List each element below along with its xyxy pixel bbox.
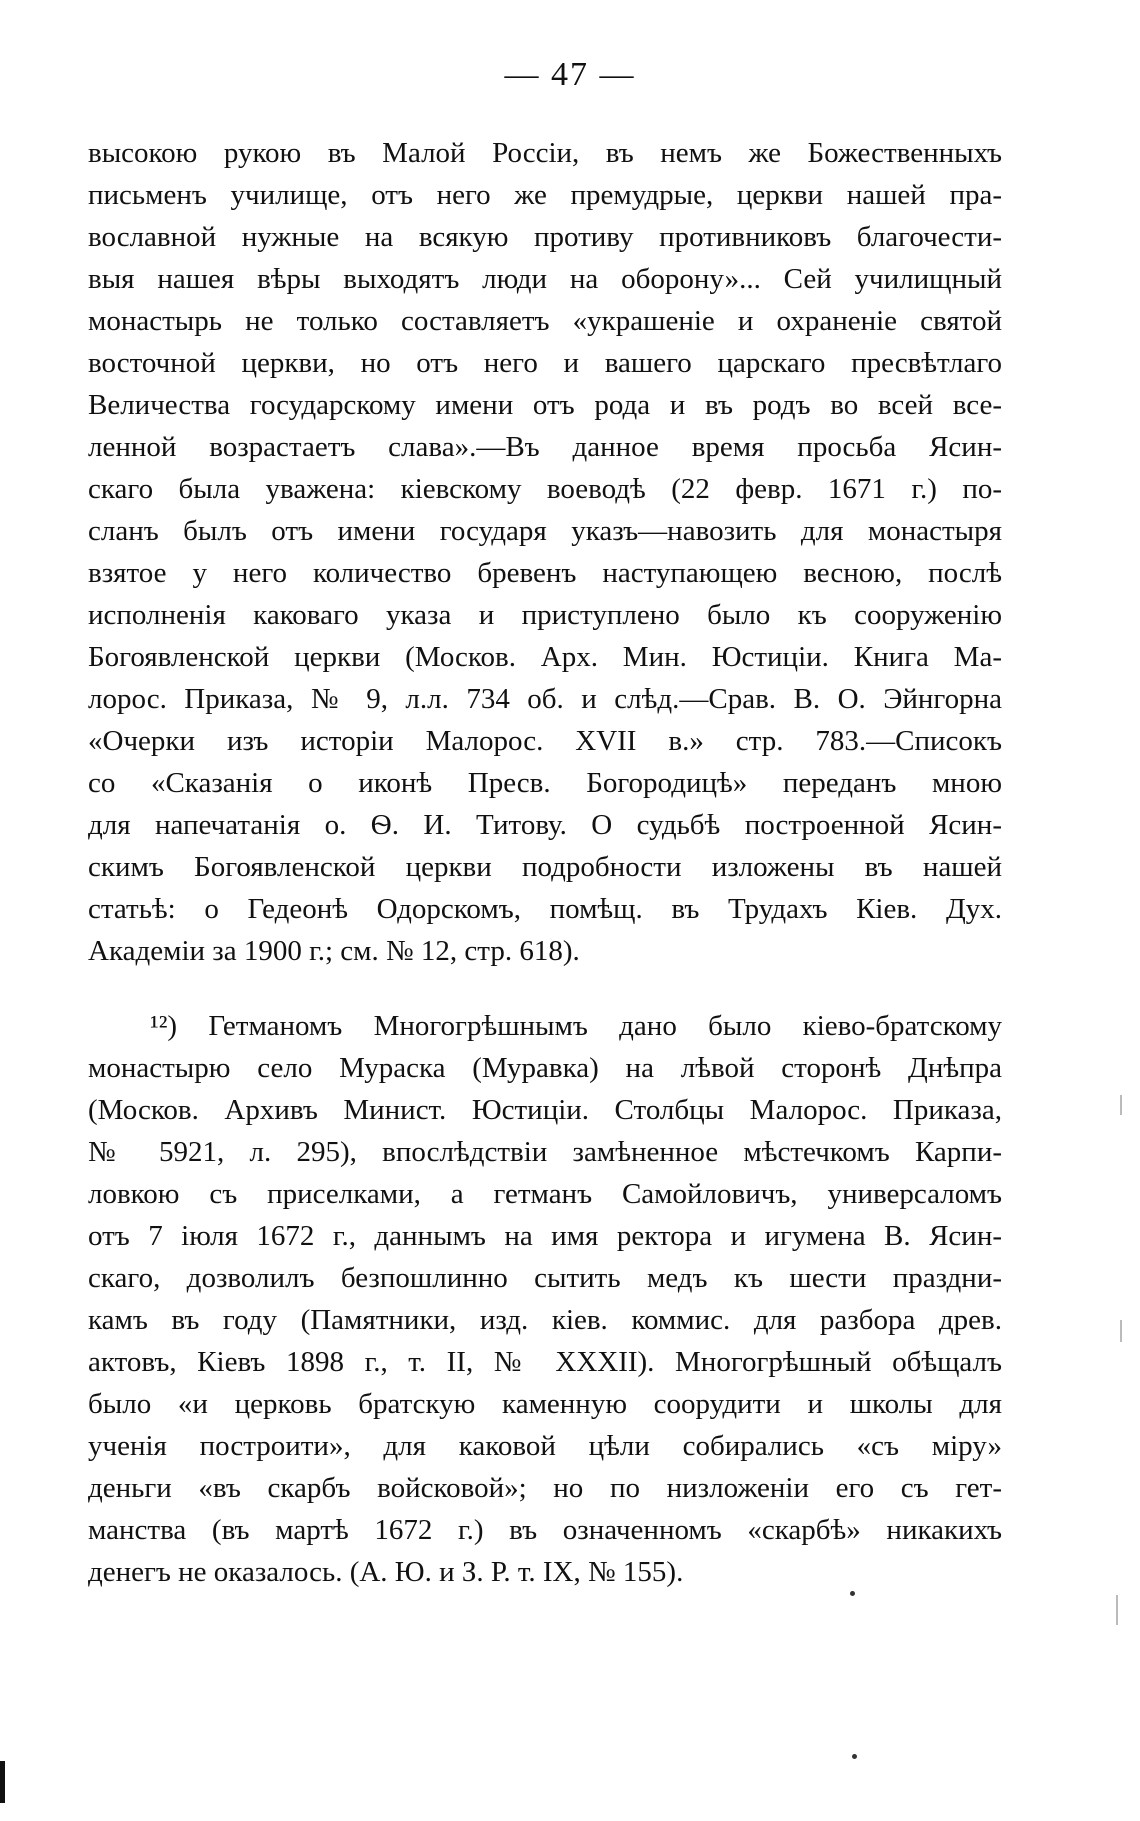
text-line: ловкою съ приселками, а гетманъ Самойловичъ, универсаломъ: [88, 1178, 1002, 1210]
text-line: письменъ училище, отъ него же премудрые, церкви нашей пра-: [88, 179, 1002, 211]
text-line: (Москов. Архивъ Минист. Юстиціи. Столбцы Малорос. Приказа,: [88, 1094, 1002, 1126]
text-line: лорос. Приказа, № 9, л.л. 734 об. и слѣд.—Срав. В. О. Эйнгорна: [88, 683, 1002, 715]
text-line: Величества государскому имени отъ рода и въ родъ во всей все-: [88, 389, 1002, 421]
text-line: ленной возрастаетъ слава».—Въ данное время просьба Ясин-: [88, 431, 1002, 463]
text-line: высокою рукою въ Малой Россіи, въ немъ же Божественныхъ: [88, 137, 1002, 169]
text-line: манства (въ мартѣ 1672 г.) въ означенномъ «скарбѣ» никакихъ: [88, 1514, 1002, 1546]
text-line: № 5921, л. 295), впослѣдствіи замѣненное мѣстечкомъ Карпи-: [88, 1136, 1002, 1168]
text-line: взятое у него количество бревенъ наступающею весною, послѣ: [88, 557, 1002, 589]
text-line: выя нашея вѣры выходятъ люди на оборону»... Сей училищный: [88, 263, 1002, 295]
text-line: Академіи за 1900 г.; см. № 12, стр. 618).: [88, 935, 580, 967]
text-line: восточной церкви, но отъ него и вашего царскаго пресвѣтлаго: [88, 347, 1002, 379]
text-line: скаго, дозволилъ безпошлинно сытить медъ къ шести праздни-: [88, 1262, 1002, 1294]
text-line: сланъ былъ отъ имени государя указъ—навозить для монастыря: [88, 515, 1002, 547]
text-line: монастырь не только составляетъ «украшеніе и охраненіе святой: [88, 305, 1002, 337]
text-line: Богоявленской церкви (Москов. Арх. Мин. Юстиціи. Книга Ма-: [88, 641, 1002, 673]
text-line: актовъ, Кіевъ 1898 г., т. II, № XXXII). Многогрѣшный обѣщалъ: [88, 1346, 1002, 1378]
text-line: скимъ Богоявленской церкви подробности изложены въ нашей: [88, 851, 1002, 883]
text-line: отъ 7 іюля 1672 г., даннымъ на имя ректора и игумена В. Ясин-: [88, 1220, 1002, 1252]
scan-edge-mark: [0, 1761, 21, 1803]
text-line: статьѣ: о Гедеонѣ Одорскомъ, помѣщ. въ Трудахъ Кіев. Дух.: [88, 893, 1002, 925]
page-number: — 47 —: [504, 56, 636, 93]
text-line: монастырю село Мураска (Муравка) на лѣвой сторонѣ Днѣпра: [88, 1052, 1002, 1084]
text-line: исполненія каковаго указа и приступлено было къ сооруженію: [88, 599, 1002, 631]
scan-edge-mark: [1120, 1095, 1122, 1115]
text-line: деньги «въ скарбъ войсковой»; но по низложеніи его съ гет-: [88, 1472, 1002, 1504]
scan-speck: [852, 1754, 857, 1759]
scan-edge-mark: [1116, 1595, 1118, 1625]
text-line: со «Сказанія о иконѣ Пресв. Богородицѣ» переданъ мною: [88, 767, 1002, 799]
text-line: было «и церковь братскую каменную соорудити и школы для: [88, 1388, 1002, 1420]
scan-speck: [850, 1591, 855, 1596]
text-line: скаго была уважена: кіевскому воеводѣ (22 февр. 1671 г.) по-: [88, 473, 1002, 505]
text-line: денегъ не оказалось. (А. Ю. и З. Р. т. IX, № 155).: [88, 1556, 684, 1588]
paragraph-1: [88, 132, 1002, 972]
text-line: вославной нужные на всякую противу противниковъ благочести-: [88, 221, 1002, 253]
scan-edge-mark: [1120, 1320, 1122, 1342]
text-line: «Очерки изъ исторіи Малорос. XVII в.» стр. 783.—Списокъ: [88, 725, 1002, 757]
footnote-12: [88, 1005, 1002, 1593]
text-line: камъ въ году (Памятники, изд. кіев. коммис. для разбора древ.: [88, 1304, 1002, 1336]
text-line: ¹²) Гетманомъ Многогрѣшнымъ дано было кіево-братскому: [150, 1010, 1002, 1042]
text-line: для напечатанія о. Ѳ. И. Титову. О судьбѣ построенной Ясин-: [88, 809, 1002, 841]
text-line: ученія построити», для каковой цѣли собирались «съ міру»: [88, 1430, 1002, 1462]
